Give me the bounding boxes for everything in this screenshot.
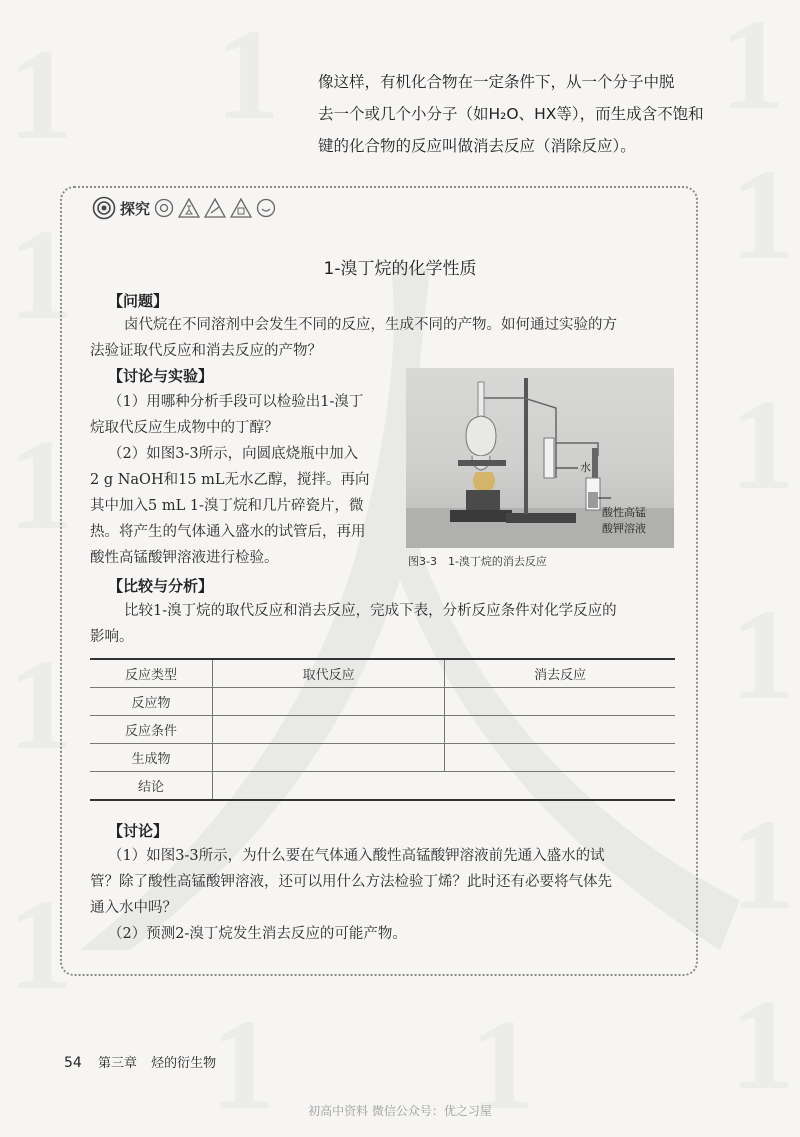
text-line: （1）如图3-3所示，为什么要在气体通入酸性高锰酸钾溶液前先通入盛水的试 [108,848,605,864]
table-header: 反应类型 [90,659,213,688]
gear-icon [154,198,174,218]
chapter-title: 烃的衍生物 [151,1056,217,1071]
answer-cell[interactable] [213,744,445,772]
text-line: 其中加入5 mL 1-溴丁烷和几片碎瓷片，微 [90,498,364,514]
text-line: 影响。 [90,629,134,645]
answer-cell[interactable] [445,744,675,772]
answer-cell[interactable] [445,716,675,744]
chapter-label: 第三章 [97,1056,137,1071]
text-line: （2）预测2-溴丁烷发生消去反应的可能产物。 [108,926,407,942]
flask-triangle-icon [178,198,200,218]
text-line: 烷取代反应生成物中的丁醇？ [90,420,279,436]
target-icon [92,196,116,220]
text-line: 法验证取代反应和消去反应的产物？ [90,343,322,359]
intro-line: 键的化合物的反应叫做消去反应（消除反应）。 [318,137,636,155]
text-line: （2）如图3-3所示，向圆底烧瓶中加入 [108,446,359,462]
answer-cell[interactable] [213,688,445,716]
table-row [90,688,675,716]
problem-text-cont [90,338,670,364]
intro-line: 像这样，有机化合物在一定条件下，从一个分子中脱 [318,73,675,91]
text-line: （1）用哪种分析手段可以检验出1-溴丁 [108,394,364,410]
row-label: 反应物 [90,688,213,716]
page-number: 54 [64,1055,82,1071]
table-header: 消去反应 [445,659,675,688]
page-footer [64,1052,226,1071]
text-line: 卤代烷在不同溶剂中会发生不同的反应，生成不同的产物。如何通过实验的方 [124,317,617,333]
intro-line: 去一个或几个小分子（如H₂O、HX等），而生成含不饱和 [318,105,704,123]
compare-text-cont [90,624,290,650]
intro-paragraph [318,66,718,162]
row-label: 生成物 [90,744,213,772]
table-row [90,744,675,772]
smile-icon [256,198,276,218]
row-label: 结论 [90,772,213,801]
text-line: 热。将产生的气体通入盛水的试管后，再用 [90,524,366,540]
figure-caption: 图3-3 1-溴丁烷的消去反应 [408,555,547,568]
answer-cell[interactable] [213,716,445,744]
label-kmno4-2: 酸钾溶液 [602,522,646,535]
compare-text [124,598,684,624]
discussion-exp-text [90,389,402,571]
discussion-exp-heading: 【讨论与实验】 [108,367,214,385]
tool-triangle-icon [204,198,226,218]
label-kmno4-1: 酸性高锰 [602,506,646,519]
discussion-text [90,843,685,947]
beaker-triangle-icon [230,198,252,218]
answer-cell[interactable] [445,688,675,716]
table-row [90,772,675,801]
explore-tag [92,194,276,222]
text-line: 管？除了酸性高锰酸钾溶液，还可以用什么方法检验丁烯？此时还有必要将气体先 [90,874,612,890]
text-line: 通入水中吗？ [90,900,177,916]
text-line: 比较1-溴丁烷的取代反应和消去反应，完成下表，分析反应条件对化学反应的 [124,603,617,619]
discussion-heading: 【讨论】 [108,822,169,840]
table-row [90,716,675,744]
section-title: 1-溴丁烷的化学性质 [323,259,477,279]
credit-line: 初高中资料 微信公众号：优之习屋 [308,1104,492,1118]
row-label: 反应条件 [90,716,213,744]
label-water: 水 [580,461,591,474]
compare-heading: 【比较与分析】 [108,577,214,595]
text-line: 酸性高锰酸钾溶液进行检验。 [90,550,279,566]
table-header-row [90,659,675,688]
explore-tag-label: 探究 [120,199,151,218]
comparison-table [90,658,675,801]
apparatus-photo [406,368,674,548]
problem-heading: 【问题】 [108,292,169,310]
text-line: 2 g NaOH和15 mL无水乙醇，搅拌。再向 [90,472,370,488]
table-header: 取代反应 [213,659,445,688]
answer-cell[interactable] [213,772,676,801]
problem-text [124,312,684,338]
